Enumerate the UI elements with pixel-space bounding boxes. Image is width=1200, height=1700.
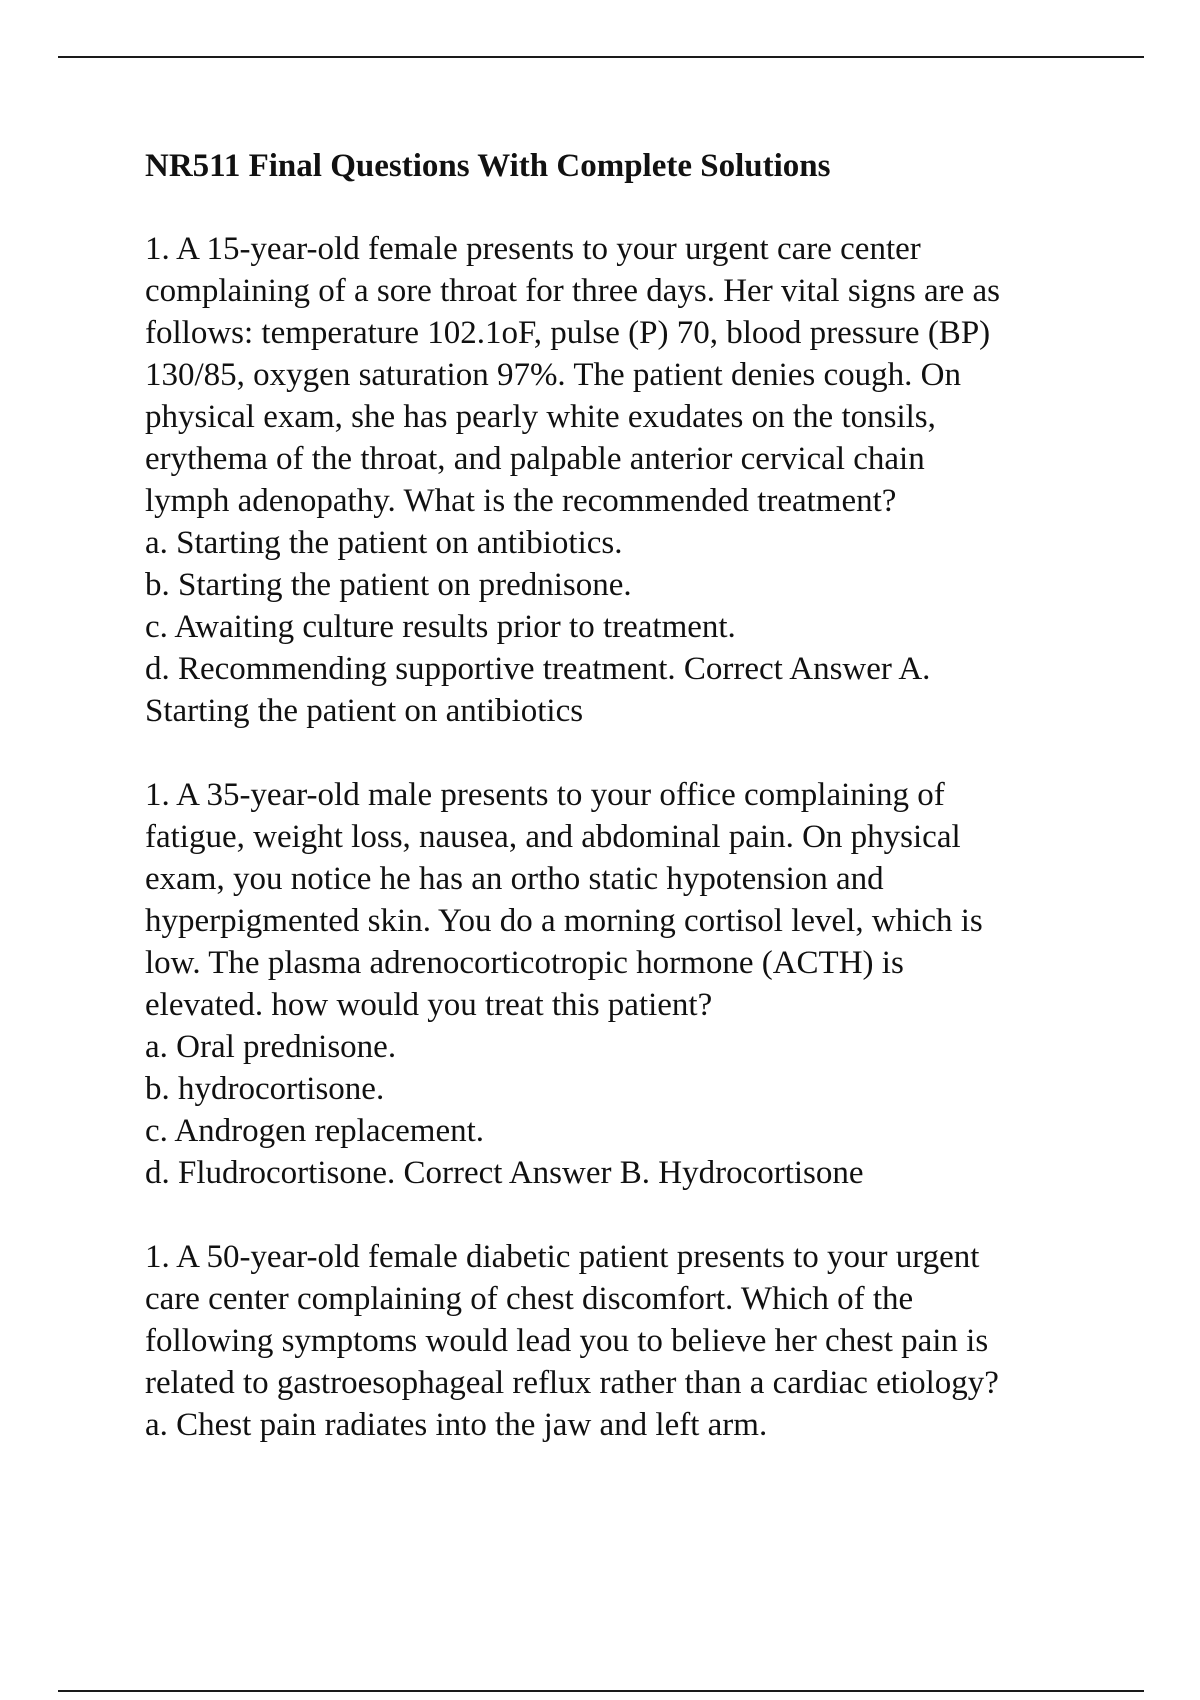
question-line: exam, you notice he has an ortho static hypotension and (145, 861, 884, 897)
question-line: lymph adenopathy. What is the recommended treatment? (145, 483, 897, 519)
answer-option-b: b. hydrocortisone. (145, 1071, 385, 1107)
answer-option-d: d. Fludrocortisone. Correct Answer B. Hydrocortisone (145, 1155, 864, 1191)
document-body (145, 142, 1145, 1488)
answer-option-a: a. Chest pain radiates into the jaw and left arm. (145, 1407, 768, 1443)
question-1 (145, 228, 1145, 732)
answer-option-b: b. Starting the patient on prednisone. (145, 567, 632, 603)
question-line: low. The plasma adrenocorticotropic hormone (ACTH) is (145, 945, 904, 981)
top-rule (58, 56, 1144, 58)
answer-option-d: d. Recommending supportive treatment. Correct Answer A. (145, 651, 931, 687)
answer-option-c: c. Androgen replacement. (145, 1113, 485, 1149)
question-line: follows: temperature 102.1oF, pulse (P) 70, blood pressure (BP) (145, 315, 991, 351)
question-line: related to gastroesophageal reflux rather than a cardiac etiology? (145, 1365, 999, 1401)
question-line: physical exam, she has pearly white exudates on the tonsils, (145, 399, 936, 435)
question-line: care center complaining of chest discomfort. Which of the (145, 1281, 914, 1317)
answer-option-a: a. Oral prednisone. (145, 1029, 397, 1065)
question-3 (145, 1236, 1145, 1446)
answer-option-c: c. Awaiting culture results prior to treatment. (145, 609, 736, 645)
bottom-rule (58, 1690, 1144, 1692)
question-line: erythema of the throat, and palpable anterior cervical chain (145, 441, 925, 477)
question-line: following symptoms would lead you to believe her chest pain is (145, 1323, 989, 1359)
question-line: 1. A 15-year-old female presents to your urgent care center (145, 231, 921, 267)
question-line: elevated. how would you treat this patient? (145, 987, 713, 1023)
document-title: NR511 Final Questions With Complete Solutions (145, 148, 831, 184)
question-line: 130/85, oxygen saturation 97%. The patient denies cough. On (145, 357, 961, 393)
question-2 (145, 774, 1145, 1194)
question-line: hyperpigmented skin. You do a morning cortisol level, which is (145, 903, 983, 939)
question-line: fatigue, weight loss, nausea, and abdominal pain. On physical (145, 819, 961, 855)
question-line: 1. A 50-year-old female diabetic patient presents to your urgent (145, 1239, 980, 1275)
answer-option-a: a. Starting the patient on antibiotics. (145, 525, 623, 561)
question-line: complaining of a sore throat for three days. Her vital signs are as (145, 273, 1000, 309)
correct-answer-continuation: Starting the patient on antibiotics (145, 693, 584, 729)
question-line: 1. A 35-year-old male presents to your office complaining of (145, 777, 945, 813)
